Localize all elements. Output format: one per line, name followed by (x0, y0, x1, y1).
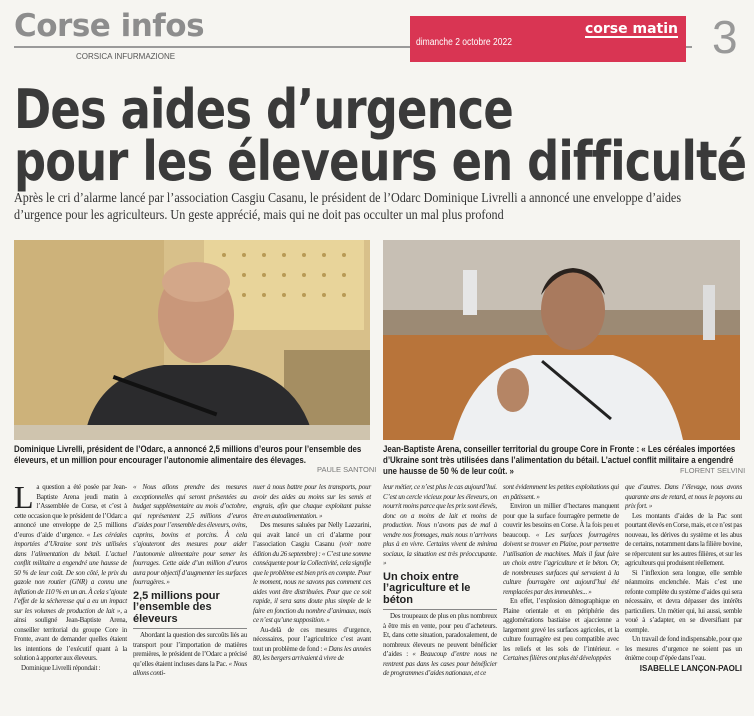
quote-text: « Les céréales importées d’Ukraine sont très utilisées dans l’alimentation du bétail. L’actuel conflit militaire a engendré une hausse de 50 % de leur coût. De son côté, le prix du gazole non routier (GNR) a connu une inflation de 110 % en un an. À cela s’ajoute l’effet de la sécheresse qui a eu un impact sur les volumes de production de lait » (14, 530, 127, 615)
article-paragraph (383, 612, 497, 679)
article-paragraph (383, 483, 497, 569)
body-text: Environ un millier d’hectares manquent pour que la surface fourragère permette de couvrir les besoins en Corse. À la fois peu et beaucoup. (503, 502, 619, 539)
article-column-1 (14, 479, 127, 673)
body-text: , a ainsi souligné Jean-Baptiste Arena, conseiller territorial du groupe Core in Fronte, avant de demander quelles étaient les intentions de l’exécutif quant à la solution à apporter aux éleveurs. (14, 606, 127, 662)
article-column-4 (383, 483, 497, 679)
article-paragraph (253, 626, 371, 664)
article-column-3 (253, 483, 371, 664)
body-text: Dominique Livrelli répondait : (21, 663, 101, 672)
body-text: Abordant la question des surcoûts liés au transport pour l’importation de matières premières, le président de l’Odarc a précisé qu’elles étaient incluses dans la Pac. (133, 631, 247, 668)
article-paragraph (133, 631, 247, 679)
quote-text: leur métier, ce n’est plus le cas aujourd’hui. C’est un cercle vicieux pour les éleveurs, on nourrit moins parce que les prix sont élevés, donc on a moins de lait et moins de production. Nous n’avons pas de mal à vendre nos fromages, mais nous n’arrivons plus à en vivre. Certains vivent de minima sociaux, la situation est très préoccupante. » (383, 483, 497, 567)
article-paragraph (253, 521, 371, 626)
author-byline: ISABELLE LANÇON-PAOLI (639, 663, 742, 673)
issue-date: dimanche 2 octobre 2022 (416, 37, 512, 48)
photo-caption-1: Dominique Livrelli, président de l’Odarc, a annoncé 2,5 millions d’euros pour l’ensemble des éleveurs, et un million pour encourager l’autonomie alimentaire des élevages. (14, 444, 362, 465)
article-paragraph (503, 483, 619, 502)
headline-line-1: Des aides d’urgence (14, 78, 513, 141)
quote-text: sont évidemment les petites exploitations qui en pâtissent. » (503, 483, 619, 501)
quote-text: que d’autres. Dans l’élevage, nous avons quarante ans de retard, et nous le payons au prix fort. » (625, 483, 742, 510)
body-text: Au-delà de ces mesures d’urgence, nécessaires, pour l’agricultrice c’est avant tout un problème de fond : (253, 625, 371, 653)
article-paragraph (625, 635, 742, 664)
section-subtitle: CORSICA INFURMAZIONE (76, 52, 176, 61)
body-text: En effet, l’explosion démographique en Plaine orientale et en périphérie des agglomérations bastiaise et ajaccienne a largement grevé les surfaces agricoles, et la culture fourragère est peu compatible avec les reliefs et les sols de l’intérieur. (503, 597, 619, 653)
quote-text: « Beaucoup d’entre nous ne rentrent pas dans les cases pour bénéficier de programmes d’aides nationaux, et ce (383, 650, 497, 677)
section-title: Corse infos (14, 8, 205, 44)
masthead-banner (410, 16, 686, 62)
drop-cap: L (14, 479, 34, 515)
photo-caption-2: Jean-Baptiste Arena, conseiller territorial du groupe Core in Fronte : « Les céréales importées d’Ukraine sont très utilisées dans l’alimentation du bétail. L’actuel conflit militaire a engendré une hausse de 50 % de leur coût. » (383, 444, 736, 476)
quote-text: (voir notre édition du 26 septembre) : « C’est une somme conséquente pour la Collectivité, cela signifie que le problème est bien pris en compte. Pour le moment, nous ne savons pas comment ces aides vont être distribuées. Pour que ce soit rapide, il sera sans doute plus simple de le faire en fonction du nombre d’animaux, mais ce n’est qu’une supposition. » (253, 540, 371, 624)
article-paragraph (625, 569, 742, 636)
quote-text: « Les surfaces fourragères doivent se trouver en Plaine, pour permettre l’utilisation de machines. Mais il faut faire un choix entre l’agriculture et le béton. Or, de nombreuses surfaces qui servaient à la culture fourragère ont aujourd’hui été remplacées par des immeubles... » (503, 530, 619, 596)
article-paragraph (503, 597, 619, 664)
article-paragraph (503, 502, 619, 597)
article-paragraph (625, 483, 742, 512)
body-text: Un travail de fond indispensable, pour que les mesures d’urgence ne soient pas un énième coup d’épée dans l’eau. (625, 635, 742, 662)
article-paragraph (625, 512, 742, 569)
quote-text: « Nous allons prendre des mesures exceptionnelles qui seront présentées au budget supplémentaire au mois d’octobre, qui représentent 2,5 millions d’euros d’aides pour l’ensemble des éleveurs, ovins, caprins, bovins et porcins. À cela s’ajouteront des mesures pour aider l’autonomie alimentaire pour semer les fourrages. Cette aide d’un million d’euros aura pour objectif d’augmenter les surfaces fourragères. » (133, 483, 247, 586)
quote-text: nuer à nous battre pour les transports, pour avoir des aides au moins sur les semis et engrais, afin que chaque exploitant puisse être en autoalimentation. » (253, 483, 371, 520)
article-subheading: 2,5 millions pour l’ensemble des éleveurs (133, 591, 247, 630)
quote-text: « Nous allons conti- (133, 659, 247, 677)
corse-matin-logo: corse matin (584, 21, 678, 37)
article-column-5 (503, 483, 619, 664)
photo-jean-baptiste-arena (383, 240, 740, 440)
quote-text: « Dans les années 80, les bergers arrivaient à vivre de (253, 644, 371, 662)
headline-line-2: pour les éleveurs en difficulté (14, 130, 747, 193)
article-subheading: Un choix entre l’agriculture et le béton (383, 572, 497, 611)
page-number: 3 (712, 11, 738, 63)
article-column-2 (133, 483, 247, 679)
article-paragraph (133, 483, 247, 588)
photo-dominique-livrelli (14, 240, 370, 440)
article-paragraph (253, 483, 371, 521)
article-paragraph (14, 664, 127, 674)
body-text: Des mesures saluées par Nelly Lazzarini, qui avait lancé un cri d’alarme pour l’association Casgiu Casanu (253, 521, 371, 548)
photo-credit-2: FLORENT SELVINI (680, 466, 746, 475)
standfirst: Après le cri d’alarme lancé par l’association Casgiu Casanu, le président de l’Odarc Dominique Livrelli a annoncé une enveloppe d’aides d’urgence pour les agriculteurs. Un geste apprécié, mais qui ne doit pas occulter un mal plus profond (14, 190, 682, 222)
body-text: Les montants d’aides de la Pac sont pourtant élevés en Corse, mais, et ce n’est pas nouveau, les dérives du système et les abus de certains, notamment dans la filière bovine, se répercutent sur les autres filières, et sur les agriculteurs qui produisent réellement. (625, 511, 742, 567)
body-text: Si l’inflexion sera longue, elle semble néanmoins enclenchée. Mais c’est une refonte complète du système d’aides qui sera nécessaire, et devra dépasser des intérêts particuliers. Un métier qui, lui aussi, semble voué à s’adapter, en se diversifiant par exemple. (625, 568, 742, 634)
article-paragraph (14, 479, 127, 664)
article-column-6 (625, 483, 742, 674)
quote-text: « Certaines filières ont plus été développées (503, 644, 619, 662)
body-text: Des troupeaux de plus en plus nombreux à être mis en vente, pour peu d’acheteurs. Et, dans cette situation, paradoxalement, de nombreux éleveurs ne peuvent bénéficier d’aides : (383, 612, 497, 658)
body-text: a question a été posée par Jean-Baptiste Arena jeudi matin à l’Assemblée de Corse, et c’est à cette occasion que le président de l’Odarc a annoncé une enveloppe de 2,5 millions d’euros d’aide d’urgence. (14, 483, 127, 539)
photo-credit-1: PAULE SANTONI (317, 465, 377, 474)
